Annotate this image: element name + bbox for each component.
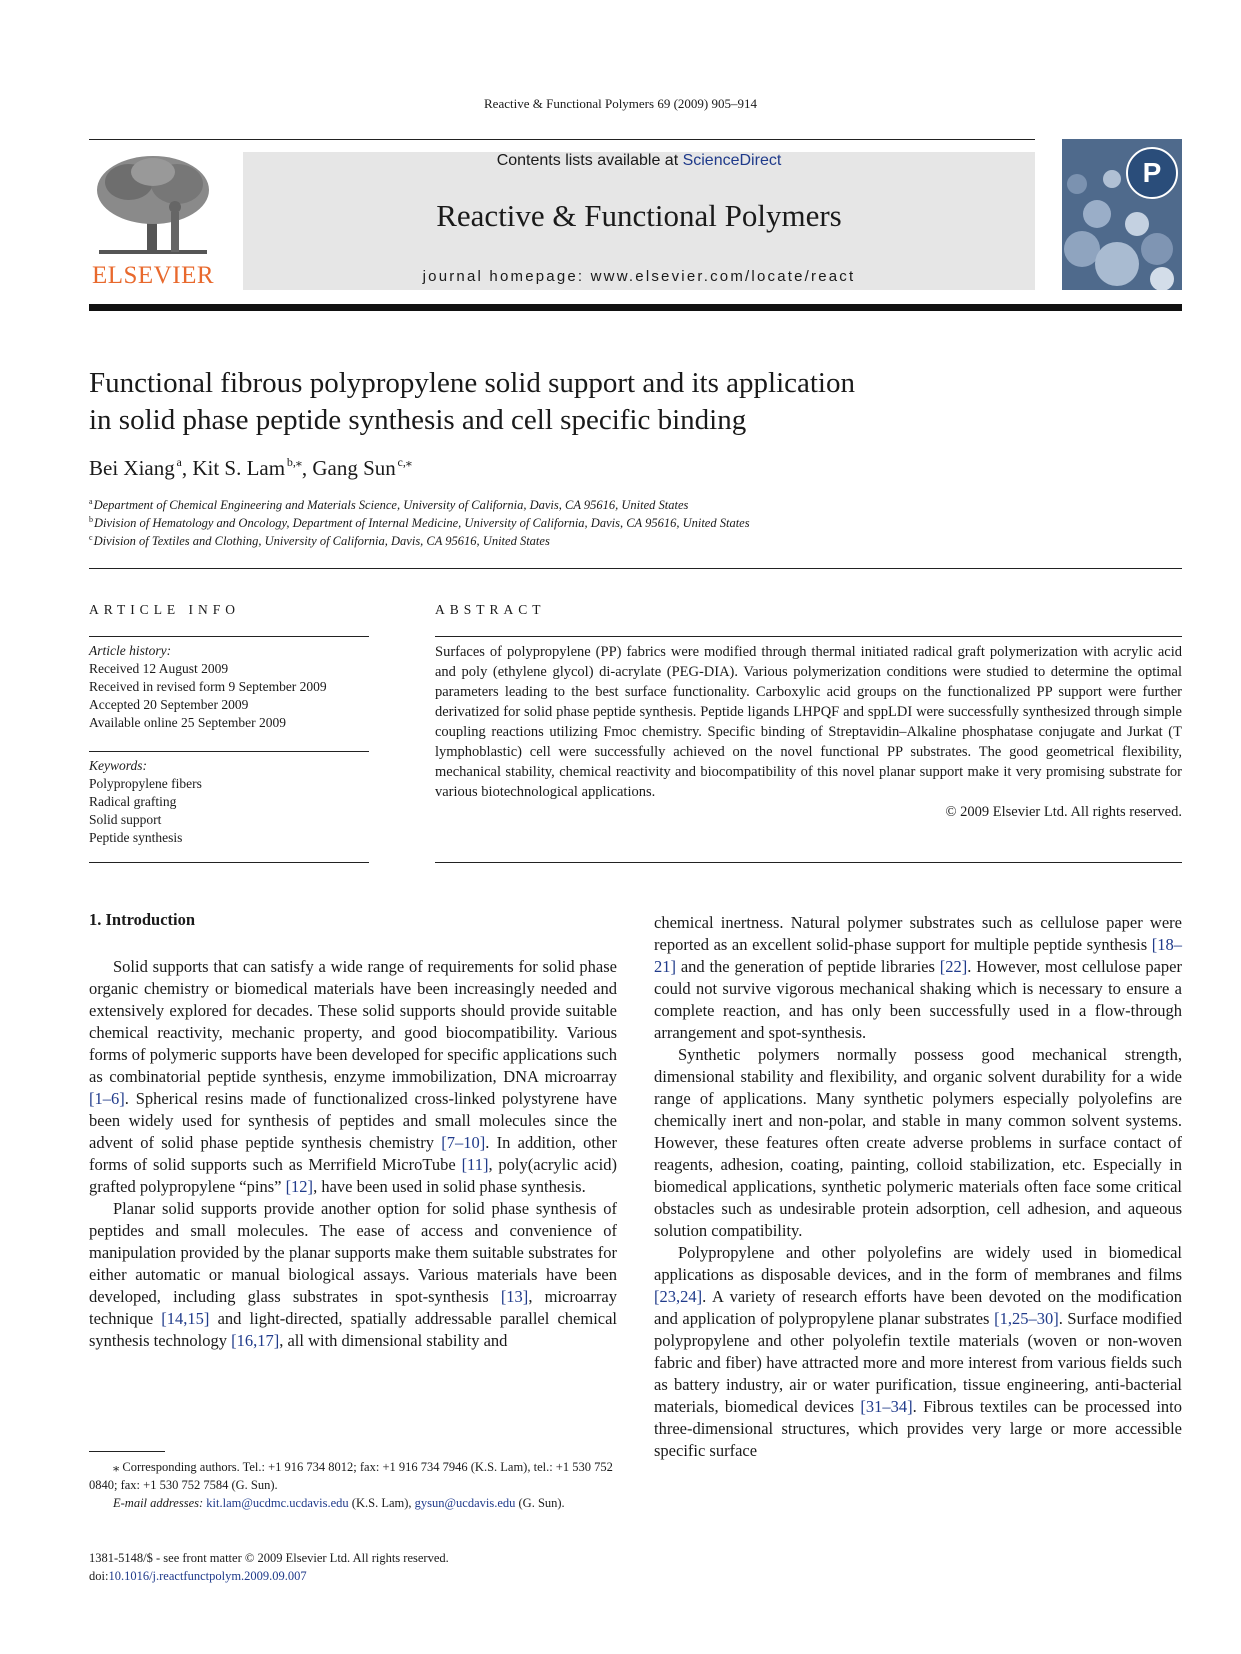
left-column	[89, 956, 617, 1352]
author-name[interactable]: Bei Xiang	[89, 456, 175, 480]
contents-prefix: Contents lists available at	[496, 152, 683, 169]
keywords-rule	[89, 751, 369, 752]
corresponding-author-footnote	[89, 1458, 617, 1512]
author-list: Bei Xiang $^a$, Kit S. Lam $^{b,⁎}$, Gang Sun $^{c,⁎}$	[89, 455, 412, 480]
abstract-text: Surfaces of polypropylene (PP) fabrics were modified through thermal initiated radical graft polymerization with acrylic acid and poly (ethylene glycol) di-acrylate (PEG-DIA). Various polymerization conditions were studied to determine the optimal parameters leading to the best surface functionality. Carboxylic acid groups on the functionalized PP support were further derivatized for solid phase peptide synthesis. Peptide ligands LHPQF and sppLDI were successfully synthesized through simple coupling reactions utilizing Fmoc chemistry. Specific binding of Streptavidin–Alkaline phosphatase conjugate and Jurkat (T lymphoblastic) cell were successfully achieved on the novel functional PP substrates. The good geometrical flexibility, mechanical stability, chemical reactivity and biocompatibility of this novel planar support make it very promising substrate for various biotechnological applications.	[435, 644, 1182, 800]
abstract-heading: ABSTRACT	[435, 602, 546, 617]
title-line-2: in solid phase peptide synthesis and cell specific binding	[89, 404, 747, 436]
abstract-copyright: © 2009 Elsevier Ltd. All rights reserved.	[945, 804, 1182, 820]
citation-link[interactable]: [22]	[939, 957, 968, 976]
affiliation-c	[89, 533, 550, 549]
author-name[interactable]: Kit S. Lam	[192, 456, 286, 480]
author-name[interactable]: Gang Sun	[312, 456, 396, 480]
citation-link[interactable]: [14,15]	[161, 1309, 210, 1328]
citation-link[interactable]: [16,17]	[231, 1331, 280, 1350]
citation-link[interactable]: [11]	[461, 1155, 489, 1174]
footnote-rule	[89, 1451, 165, 1452]
author-affiliation-mark[interactable]: c,⁎	[397, 455, 412, 469]
elsevier-wordmark: ELSEVIER	[91, 262, 215, 289]
article-info-bottom-rule	[89, 862, 369, 863]
affiliation-rule	[89, 568, 1182, 569]
journal-title: Reactive & Functional Polymers	[436, 198, 842, 233]
doi-line	[89, 1567, 449, 1585]
paragraph: Planar solid supports provide another option for solid phase synthesis of peptides and small molecules. The ease of access and convenience of manipulation provided by the planar supports make them suitable substrates for either automatic or manual biological assays. Various materials have been developed, including glass substrates in spot-synthesis [13], microarray technique [14,15] and light-directed, spatially addressable parallel chemical synthesis technology [16,17], all with dimensional stability and	[89, 1199, 618, 1350]
history-item: Received in revised form 9 September 2009	[89, 679, 327, 694]
citation-link[interactable]: [23,24]	[654, 1287, 703, 1306]
elsevier-tree-icon	[89, 152, 217, 260]
keyword-item: Peptide synthesis	[89, 830, 183, 845]
abstract-bottom-rule	[435, 862, 1182, 863]
citation-link[interactable]: [12]	[285, 1177, 314, 1196]
history-item: Available online 25 September 2009	[89, 715, 286, 730]
email-owner: (K.S. Lam),	[348, 1496, 415, 1510]
header-thick-rule	[89, 304, 1182, 311]
sciencedirect-link[interactable]: ScienceDirect	[682, 152, 782, 169]
issn-line: 1381-5148/$ - see front matter © 2009 Elsevier Ltd. All rights reserved.	[89, 1551, 449, 1565]
abstract-rule	[435, 636, 1182, 637]
keyword-item: Polypropylene fibers	[89, 776, 202, 791]
article-info-heading: ARTICLE INFO	[89, 602, 241, 617]
article-history	[89, 642, 369, 732]
elsevier-logo[interactable]	[89, 152, 217, 290]
journal-banner	[243, 152, 1035, 290]
doi-prefix: doi:	[89, 1569, 109, 1583]
citation-link[interactable]: [31–34]	[860, 1397, 913, 1416]
affiliation-mark: a	[89, 497, 93, 506]
article-title	[89, 365, 1089, 439]
article-info-rule	[89, 636, 369, 637]
author-affiliation-mark[interactable]: a	[176, 455, 182, 469]
keyword-item: Solid support	[89, 812, 162, 827]
citation-link[interactable]: [1,25–30]	[994, 1309, 1059, 1328]
journal-homepage-link[interactable]: journal homepage: www.elsevier.com/locate/react	[422, 268, 856, 285]
email-link[interactable]: gysun@ucdavis.edu	[414, 1496, 516, 1510]
history-item: Accepted 20 September 2009	[89, 697, 249, 712]
citation-link[interactable]: [18–21]	[654, 935, 1182, 976]
cover-badge: P	[1126, 147, 1178, 199]
citation-link[interactable]: [1–6]	[89, 1089, 125, 1108]
email-owner: (G. Sun).	[515, 1496, 565, 1510]
contents-line	[243, 152, 1035, 170]
doi-link[interactable]: 10.1016/j.reactfunctpolym.2009.09.007	[108, 1569, 307, 1583]
affiliation-b	[89, 515, 750, 531]
right-column	[654, 912, 1182, 1462]
paragraph: chemical inertness. Natural polymer substrates such as cellulose paper were reported as an excellent solid-phase support for multiple peptide synthesis [18–21] and the generation of peptide libraries [22]. However, most cellulose paper could not survive vigorous mechanical shaking which is necessary to ensure a complete reaction, and has only been successfully used in a flow-through arrangement and spot-synthesis.	[654, 913, 1182, 1042]
affiliation-a	[89, 497, 688, 513]
affiliation-text: Division of Textiles and Clothing, University of California, Davis, CA 95616, United States	[93, 534, 550, 548]
title-line-1: Functional fibrous polypropylene solid support and its application	[89, 367, 855, 399]
citation-link[interactable]: [13]	[500, 1287, 529, 1306]
abstract	[435, 642, 1182, 822]
keyword-item: Radical grafting	[89, 794, 177, 809]
paragraph: Synthetic polymers normally possess good mechanical strength, dimensional stability and flexibility, and organic solvent durability for a wide range of applications. Many synthetic polymers especially polyolefins are chemically inert and non-polar, and stable in many common solvent systems. However, these features often create adverse problems in surface contact of reagents, adhesion, coating, painting, colloid stabilization, etc. Especially in biomedical applications, synthetic polymeric materials often face some critical obstacles such as undesirable protein adsorption, cell adhesion, and aqueous solution compatibility.	[654, 1045, 1182, 1240]
affiliation-mark: c	[89, 533, 93, 542]
email-link[interactable]: kit.lam@ucdmc.ucdavis.edu	[206, 1496, 349, 1510]
citation-link[interactable]: [7–10]	[441, 1133, 486, 1152]
paragraph: Polypropylene and other polyolefins are widely used in biomedical applications as disposable devices, and in the form of membranes and films [23,24]. A variety of research efforts have been devoted on the modification and application of polypropylene planar substrates [1,25–30]. Surface modified polypropylene and other polyolefin textile materials (woven or non-woven fabric and fiber) have attracted more and more interest from various fields such as battery industry, air or water purification, tissue engineering, anti-bacterial materials, biomedical devices [31–34]. Fibrous textiles can be processed into three-dimensional structures, which provides very large or more accessible specific surface	[654, 1243, 1182, 1460]
front-matter-info	[89, 1549, 449, 1585]
header-rule	[89, 139, 1035, 140]
email-label: E-mail addresses:	[113, 1496, 204, 1510]
history-item: Received 12 August 2009	[89, 661, 229, 676]
affiliation-text: Department of Chemical Engineering and Materials Science, University of California, Davis, CA 95616, United States	[93, 498, 689, 512]
journal-citation: Reactive & Functional Polymers 69 (2009) 905–914	[484, 96, 757, 111]
footnote-contact: Corresponding authors. Tel.: +1 916 734 8012; fax: +1 916 734 7946 (K.S. Lam), tel.: +1 530 752 0840; fax: +1 530 752 7584 (G. Sun).	[89, 1460, 613, 1492]
paragraph: Solid supports that can satisfy a wide range of requirements for solid phase organic chemistry or biomedical materials have been increasingly needed and extensively explored for decades. These solid supports should provide suitable chemical reactivity, mechanic property, and good biocompatibility. Various forms of polymeric supports have been developed for specific applications such as combinatorial peptide synthesis, enzyme immobilization, DNA microarray [1–6]. Spherical resins made of functionalized cross-linked polystyrene have been widely used for synthesis of peptides and small molecules since the advent of solid phase peptide synthesis chemistry [7–10]. In addition, other forms of solid supports such as Merrifield MicroTube [11], poly(acrylic acid) grafted polypropylene “pins” [12], have been used in solid phase synthesis.	[89, 957, 617, 1196]
author-affiliation-mark[interactable]: b,⁎	[286, 455, 302, 469]
section-heading-introduction: 1. Introduction	[89, 910, 196, 929]
journal-cover-image[interactable]	[1062, 139, 1182, 290]
affiliation-mark: b	[89, 515, 93, 524]
history-label: Article history:	[89, 643, 172, 658]
keywords-label: Keywords:	[89, 758, 147, 773]
keywords	[89, 757, 369, 847]
affiliation-text: Division of Hematology and Oncology, Department of Internal Medicine, University of California, Davis, CA 95616, United States	[94, 516, 750, 530]
footnote-marker: ⁎	[113, 1460, 120, 1474]
